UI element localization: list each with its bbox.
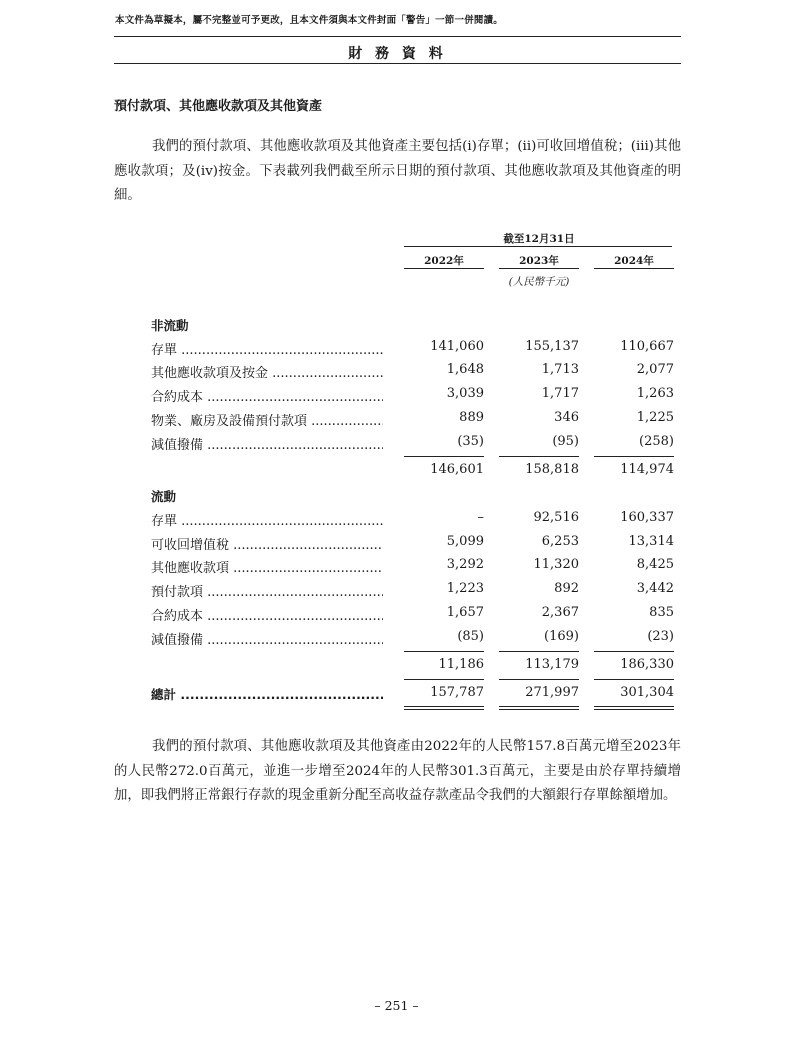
total-double-rule-2022-a [404, 706, 484, 707]
header-rule-top [114, 36, 681, 37]
row-value-2024: 3,442 [636, 581, 674, 596]
row-label: 減值撥備 ..... [151, 434, 383, 453]
row-value-2023: 92,516 [533, 510, 579, 525]
row-value-2022: (85) [457, 629, 484, 644]
subtotal-2024: 114,974 [620, 462, 674, 477]
total-rule-2022 [404, 679, 484, 680]
total-rule-2023 [499, 679, 579, 680]
column-rule-2023 [499, 268, 579, 269]
total-double-rule-2022-b [404, 709, 484, 710]
table-span-header: 截至12月31日 [503, 233, 575, 245]
row-label: 減值撥備 ..... [151, 629, 383, 648]
column-header-2022: 2022年 [424, 255, 464, 267]
row-value-2023: 1,717 [541, 386, 579, 401]
row-value-2023: (95) [552, 434, 579, 449]
row-value-2023: 892 [554, 581, 579, 596]
row-label: 物業、廠房及設備預付款項 ..... [151, 410, 383, 429]
column-rule-2022 [404, 268, 484, 269]
table-row [0, 434, 793, 454]
draft-warning: 本文件為草擬本，屬不完整並可予更改，且本文件須與本文件封面「警告」一節一併閱讀。 [115, 15, 504, 26]
table-row [0, 534, 793, 554]
row-value-2022: 141,060 [430, 339, 484, 354]
row-value-2022: 5,099 [446, 534, 484, 549]
row-value-2024: (23) [647, 629, 674, 644]
total-double-rule-2023-a [499, 706, 579, 707]
table-row [0, 557, 793, 577]
row-value-2024: 13,314 [628, 534, 674, 549]
table-row [0, 410, 793, 430]
row-label: 預付款項 ..... [151, 581, 383, 600]
column-rule-2024 [594, 268, 674, 269]
row-value-2022: 1,657 [446, 605, 484, 620]
row-value-2024: 110,667 [620, 339, 674, 354]
table-row [0, 605, 793, 625]
total-double-rule-2024-b [594, 709, 674, 710]
section-heading: 預付款項、其他應收款項及其他資產 [114, 99, 323, 114]
row-label: 合約成本 ..... [151, 605, 383, 624]
column-header-2024: 2024年 [614, 255, 654, 267]
total-row [0, 685, 793, 705]
intro-paragraph: 我們的預付款項、其他應收款項及其他資產主要包括(i)存單；(ii)可收回增值稅；(iii)其他應收款項；及(iv)按金。下表載列我們截至所示日期的預付款項、其他應收款項及其他資產的明細。 [114, 139, 681, 203]
row-value-2022: 3,039 [446, 386, 484, 401]
table-row [0, 386, 793, 406]
row-label: 可收回增值稅 ..... [151, 534, 383, 553]
subtotal-rule-2023 [499, 651, 579, 652]
subtotal-2023: 113,179 [525, 657, 579, 672]
total-2022: 157,787 [430, 685, 484, 700]
row-value-2022: – [477, 510, 484, 525]
table-row [0, 510, 793, 530]
subtotal-2022: 146,601 [430, 462, 484, 477]
table-row [0, 629, 793, 649]
row-value-2024: 2,077 [636, 362, 674, 377]
span-header-rule [404, 246, 672, 247]
row-label: 存單 ..... [151, 339, 383, 358]
row-label: 合約成本 ..... [151, 386, 383, 405]
page-title: 財 務 資 料 [348, 46, 447, 62]
row-value-2024: (258) [639, 434, 674, 449]
total-rule-2024 [594, 679, 674, 680]
row-value-2023: 2,367 [541, 605, 579, 620]
row-value-2023: 155,137 [525, 339, 579, 354]
page-number: – 251 – [374, 998, 419, 1013]
group-label-non-current: 非流動 [151, 318, 189, 333]
group-label-current: 流動 [151, 489, 177, 504]
total-double-rule-2023-b [499, 709, 579, 710]
row-value-2022: 3,292 [446, 557, 484, 572]
table-row [0, 362, 793, 382]
subtotal-rule-2023 [499, 456, 579, 457]
subtotal-2024: 186,330 [620, 657, 674, 672]
row-value-2022: (35) [457, 434, 484, 449]
table-row [0, 339, 793, 359]
row-value-2023: (169) [544, 629, 579, 644]
header-rule-bottom [114, 63, 681, 64]
total-2023: 271,997 [525, 685, 579, 700]
total-double-rule-2024-a [594, 706, 674, 707]
subtotal-row [0, 462, 793, 482]
subtotal-rule-2022 [404, 651, 484, 652]
row-value-2024: 1,263 [636, 386, 674, 401]
subtotal-rule-2022 [404, 456, 484, 457]
total-label: 總計 ..... [151, 685, 383, 703]
column-header-2023: 2023年 [519, 255, 559, 267]
row-value-2023: 346 [554, 410, 579, 425]
row-value-2023: 1,713 [541, 362, 579, 377]
closing-paragraph: 我們的預付款項、其他應收款項及其他資產由2022年的人民幣157.8百萬元增至2023年的人民幣272.0百萬元，並進一步增至2024年的人民幣301.3百萬元，主要是由於存單持續增加，即我們將正常銀行存款的現金重新分配至高收益存款產品令我們的大額銀行存單餘額增加。 [114, 739, 681, 803]
row-value-2024: 160,337 [620, 510, 674, 525]
row-value-2022: 1,648 [446, 362, 484, 377]
subtotal-rule-2024 [594, 456, 674, 457]
subtotal-rule-2024 [594, 651, 674, 652]
subtotal-2022: 11,186 [438, 657, 484, 672]
subtotal-2023: 158,818 [525, 462, 579, 477]
row-value-2022: 1,223 [446, 581, 484, 596]
row-value-2024: 835 [649, 605, 674, 620]
row-label: 其他應收款項及按金 ..... [151, 362, 383, 381]
row-label: 存單 ..... [151, 510, 383, 529]
table-row [0, 581, 793, 601]
row-value-2023: 6,253 [541, 534, 579, 549]
row-value-2022: 889 [459, 410, 484, 425]
row-value-2024: 8,425 [636, 557, 674, 572]
table-unit: (人民幣千元) [508, 276, 570, 288]
row-value-2024: 1,225 [636, 410, 674, 425]
row-value-2023: 11,320 [533, 557, 579, 572]
row-label: 其他應收款項 ..... [151, 557, 383, 576]
subtotal-row [0, 657, 793, 677]
total-2024: 301,304 [620, 685, 674, 700]
